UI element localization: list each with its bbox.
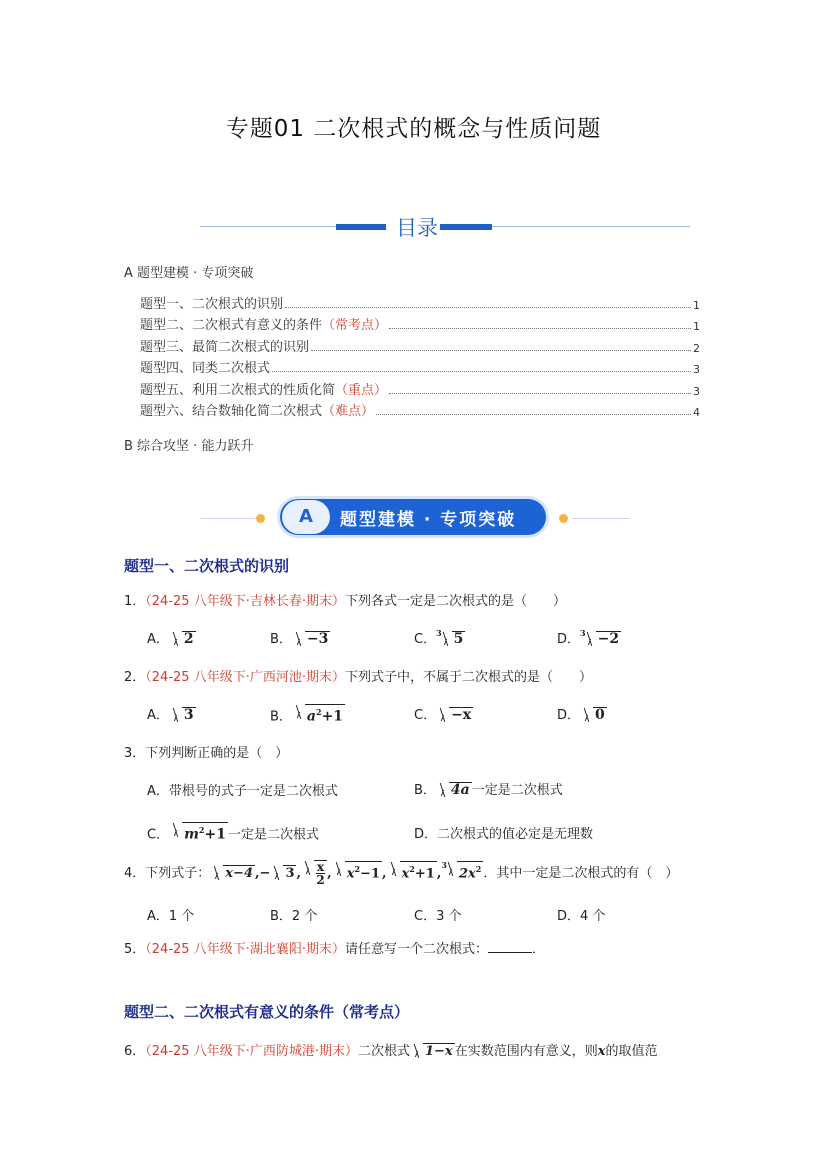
toc-item[interactable]: 题型五、利用二次根式的性质化简 （重点） 3 [140,383,700,398]
toc-leader [376,414,691,415]
option-a[interactable]: A． 2 [147,631,194,647]
toc-item[interactable]: 题型四、同类二次根式 3 [140,361,700,376]
toc-leader [389,393,691,394]
divider-bar [336,224,386,230]
option-c[interactable]: C． $m^2+1$ 一定是二次根式 [147,822,319,843]
question-2: 2．（24-25 八年级下·广西河池·期末）下列式子中，不属于二次根式的是（ ） [124,670,592,685]
toc-section-b[interactable]: B 综合攻坚 · 能力跃升 [124,439,254,454]
option-b[interactable]: B．2 个 [270,909,318,924]
dot-icon [559,514,568,523]
banner-text: 题型建模 · 专项突破 [340,510,517,530]
section-banner [200,496,630,540]
option-a[interactable]: A． 3 [147,707,194,723]
answer-blank[interactable] [488,940,532,953]
divider [572,518,630,519]
option-c[interactable]: C．3 个 [414,909,462,924]
divider [200,518,256,519]
toc-heading [200,212,690,240]
option-c[interactable]: C． −x [414,707,472,723]
option-b[interactable]: B． $a^2+1$ [270,704,345,725]
type-heading: 题型一、二次根式的识别 [124,557,290,575]
toc-leader [389,328,691,329]
page-title: 专题01 二次根式的概念与性质问题 [225,116,602,142]
question-6: 6．（24-25 八年级下·广西防城港·期末）二次根式 1−x 在实数范围内有意义，则x的取值范 [124,1044,658,1059]
divider-bar [440,224,492,230]
toc-leader [272,371,691,372]
option-b[interactable]: B． 4a 一定是二次根式 [414,782,563,798]
option-d[interactable]: D．二次根式的值必定是无理数 [414,827,594,842]
question-3: 3．下列判断正确的是（ ） [124,746,289,761]
divider [200,226,336,227]
toc-item[interactable]: 题型二、二次根式有意义的条件 （常考点） 1 [140,318,700,333]
banner-letter: A [282,500,330,534]
toc-section-a[interactable]: A 题型建模 · 专项突破 [124,266,254,281]
type-heading: 题型二、二次根式有意义的条件（常考点） [124,1003,410,1021]
toc-leader [311,350,691,351]
toc-item[interactable]: 题型三、最简二次根式的识别 2 [140,340,700,355]
toc-item[interactable]: 题型六、结合数轴化简二次根式 （难点） 4 [140,404,700,419]
option-a[interactable]: A．1 个 [147,909,195,924]
option-d[interactable]: D． 0 [557,707,605,723]
option-b[interactable]: B． −3 [270,631,329,647]
dot-icon [256,514,265,523]
divider [492,226,690,227]
toc-heading-label: 目录 [396,216,438,240]
option-c[interactable]: C．$^3$ 5 [414,628,464,647]
question-5: 5．（24-25 八年级下·湖北襄阳·期末）请任意写一个二次根式： ． [124,942,545,957]
question-4: 4．下列式子： x−4 ,− 3 , $\frac{x}{2}$ , $x^2-1$ , $x^2+1$ ,$^3$ $2x^2$ ．其中一定是二次根式的有（ ） [124,860,679,887]
toc-leader [285,307,691,308]
option-d[interactable]: D．4 个 [557,909,606,924]
toc-item[interactable]: 题型一、二次根式的识别 1 [140,297,700,312]
question-1: 1．（24-25 八年级下·吉林长春·期末）下列各式一定是二次根式的是（ ） [124,594,566,609]
option-a[interactable]: A．带根号的式子一定是二次根式 [147,784,338,799]
option-d[interactable]: D．$^3$ −2 [557,628,620,647]
